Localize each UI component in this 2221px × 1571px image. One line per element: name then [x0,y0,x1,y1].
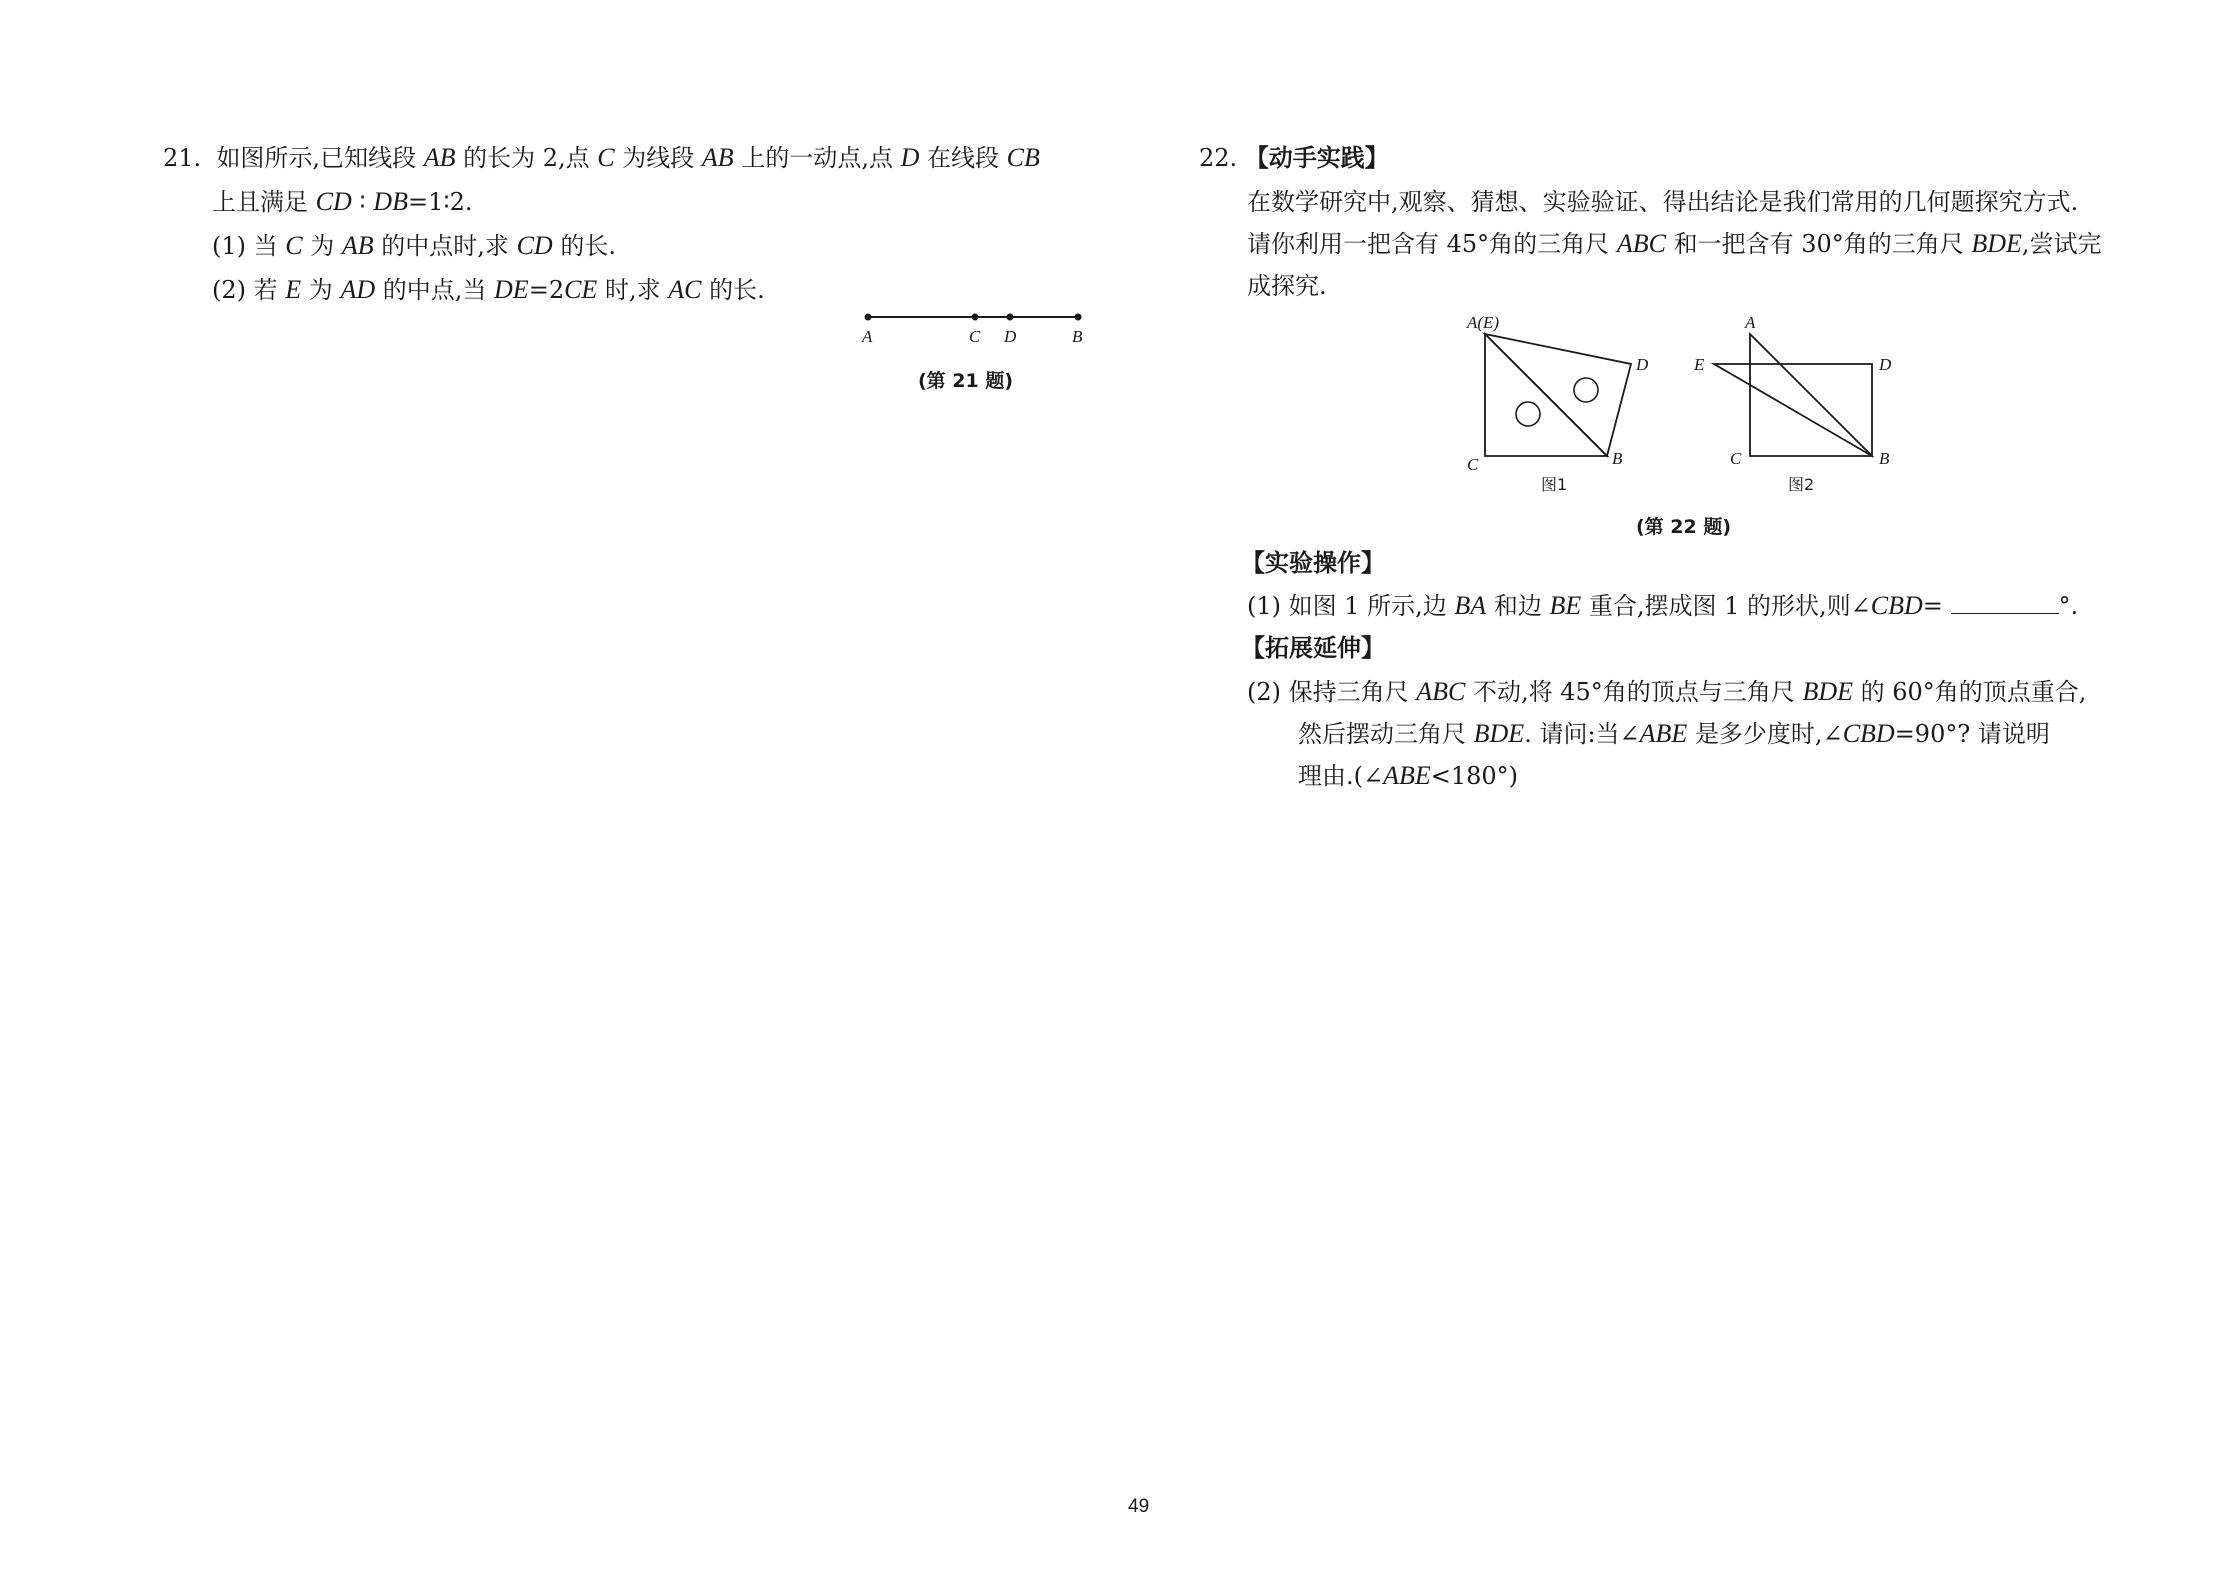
fig2-label-b: B [1879,449,1890,468]
answer-blank[interactable] [1951,591,2059,614]
label-c: C [969,327,981,346]
q21-part2: (2) 若 E 为 AD 的中点,当 DE=2CE 时,求 AC 的长. [212,275,765,304]
fig1-caption: 图1 [1541,475,1568,494]
q22-part1: (1) 如图 1 所示,边 BA 和边 BE 重合,摆成图 1 的形状,则∠CBD= °. [1247,591,2079,620]
q22-intro2: 请你利用一把含有 45°角的三角尺 ABC 和一把含有 30°角的三角尺 BDE,尝试完 [1247,229,2102,258]
fig2-caption: 图2 [1788,475,1815,494]
q22-part2-line1: (2) 保持三角尺 ABC 不动,将 45°角的顶点与三角尺 BDE 的 60°角的顶点重合, [1247,677,2087,706]
q21-caption: (第 21 题) [918,370,1014,392]
fig2-label-e: E [1694,355,1705,374]
q22-caption: (第 22 题) [1636,516,1732,538]
q22-number: 22. [1199,144,1238,172]
point-d [1007,314,1014,321]
fig2-label-c: C [1730,449,1742,468]
q22-title: 【动手实践】 [1244,143,1389,172]
label-b: B [1072,327,1083,346]
fig1-label-c: C [1467,455,1479,474]
fig1-label-d: D [1636,355,1649,374]
fig1-label-ae: A(E) [1467,313,1500,332]
label-d: D [1004,327,1017,346]
q21-part1: (1) 当 C 为 AB 的中点时,求 CD 的长. [212,231,616,260]
q22-figure-1 [1455,308,1665,498]
fig1-label-b: B [1612,449,1623,468]
q22-part2-line3: 理由.(∠ABE<180°) [1298,761,1519,790]
point-b [1075,314,1082,321]
q22-title-line [1199,142,1389,174]
fig2-label-d: D [1879,355,1892,374]
q21-stem-line1: 21. 如图所示,已知线段 AB 的长为 2,点 C 为线段 AB 上的一动点,点 D 在线段 CB [163,143,1040,172]
hole-right [1574,378,1598,402]
q22-figure-2 [1690,308,1900,498]
label-a: A [862,327,873,346]
q22-intro3: 成探究. [1247,272,1327,300]
q22-section-extension: 【拓展延伸】 [1241,633,1385,662]
q22-section-experiment: 【实验操作】 [1241,548,1385,577]
q21-number: 21. [163,144,202,172]
q22-intro1: 在数学研究中,观察、猜想、实验验证、得出结论是我们常用的几何题探究方式. [1247,188,2079,216]
q21-stem-line2: 上且满足 CD ∶ DB=1∶2. [212,187,473,216]
hole-left [1516,402,1540,426]
point-c [972,314,979,321]
q21-segment-figure [840,300,1100,350]
page-number: 49 [1128,1496,1150,1517]
point-a [865,314,872,321]
q22-part2-line2: 然后摆动三角尺 BDE. 请问:当∠ABE 是多少度时,∠CBD=90°? 请说明 [1298,719,2050,748]
fig2-label-a: A [1745,313,1756,332]
triangle-bde [1485,334,1631,456]
